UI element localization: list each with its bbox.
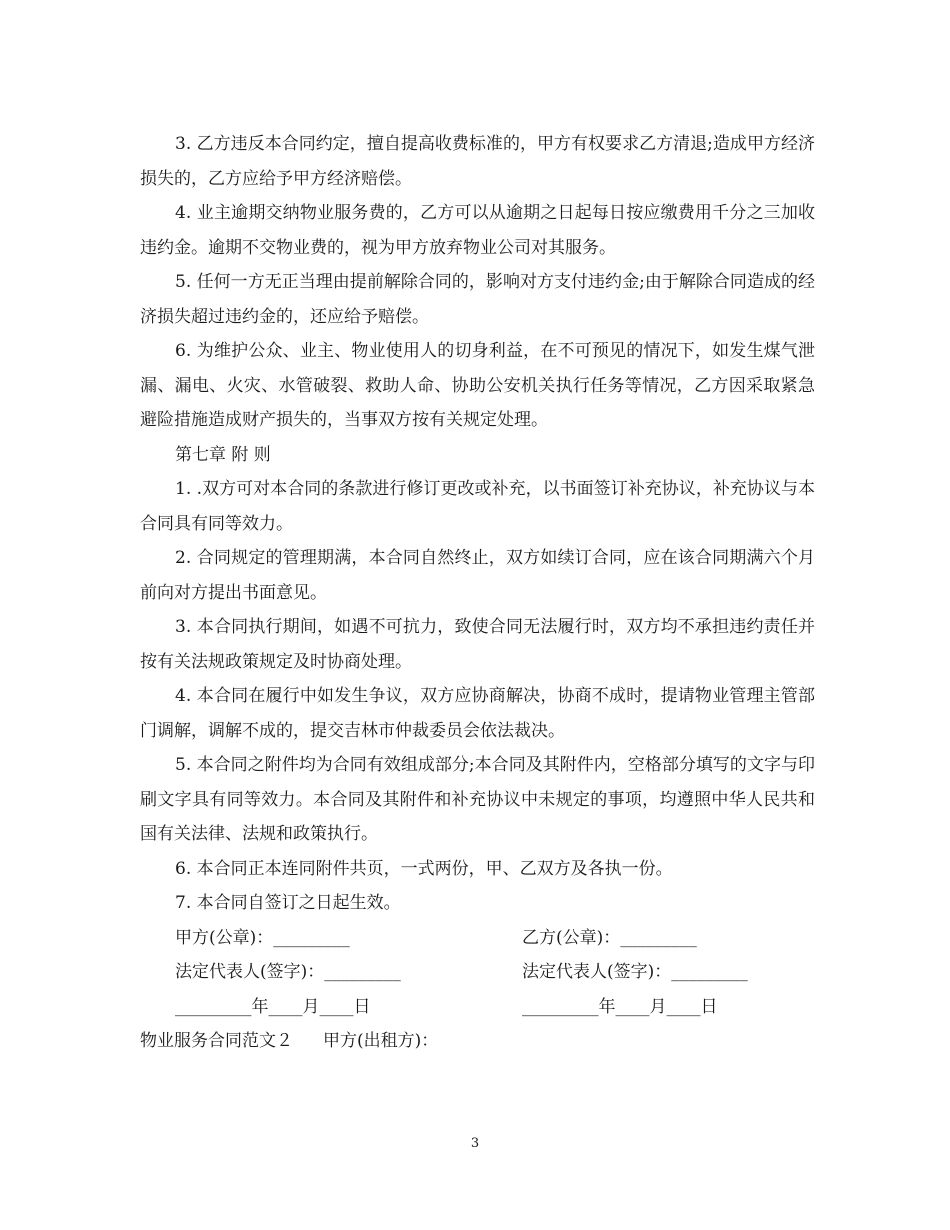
party-a-seal-field: 甲方(公章)：_________: [175, 927, 350, 948]
clause-6-emergency: 6. 为维护公众、业主、物业使用人的切身利益，在不可预见的情况下，如发生煤气泄漏、漏电、火灾、水管破裂、救助人命、协助公安机关执行任务等情况，乙方因采取紧急避险措施造成财产损失的，当事双方按有关规定处理。: [140, 341, 815, 430]
appendix-clause-6: 6. 本合同正本连同附件共页，一式两份，甲、乙双方及各执一份。: [175, 858, 673, 879]
clause-5-early-termination: 5. 任何一方无正当理由提前解除合同的，影响对方支付违约金;由于解除合同造成的经济损失超过违约金的，还应给予赔偿。: [140, 272, 815, 327]
next-contract-title: 物业服务合同范文２: [140, 1031, 293, 1051]
party-b-date-field: _________年____月____日: [522, 996, 718, 1017]
appendix-clause-4: 4. 本合同在履行中如发生争议，双方应协商解决，协商不成时，提请物业管理主管部门调解，调解不成的，提交吉林市仲裁委员会依法裁决。: [140, 686, 815, 741]
appendix-clause-2: 2. 合同规定的管理期满，本合同自然终止，双方如续订合同，应在该合同期满六个月前向对方提出书面意见。: [140, 548, 815, 603]
appendix-clause-3: 3. 本合同执行期间，如遇不可抗力，致使合同无法履行时，双方均不承担违约责任并按有关法规政策规定及时协商处理。: [140, 617, 815, 672]
party-a-rep-field: 法定代表人(签字)：_________: [175, 962, 401, 982]
signature-rep-row: [140, 955, 815, 990]
signature-seal-row: [140, 921, 815, 956]
clause-3-breach-fees: 3. 乙方违反本合同约定，擅自提高收费标准的，甲方有权要求乙方清退;造成甲方经济损失的，乙方应给予甲方经济赔偿。: [140, 134, 815, 189]
appendix-clause-5: 5. 本合同之附件均为合同有效组成部分;本合同及其附件内，空格部分填写的文字与印刷文字具有同等效力。本合同及其附件和补充协议中未规定的事项，均遵照中华人民共和国有关法律、法规和政策执行。: [140, 755, 815, 844]
signature-date-row: [140, 990, 815, 1025]
party-a-date-field: _________年____月____日: [175, 996, 371, 1017]
appendix-clause-1: 1. .双方可对本合同的条款进行修订更改或补充，以书面签订补充协议，补充协议与本合同具有同等效力。: [140, 479, 815, 534]
document-body: [140, 127, 815, 1059]
appendix-clause-7: 7. 本合同自签订之日起生效。: [175, 893, 401, 913]
page-number: 3: [470, 1136, 480, 1151]
party-b-seal-field: 乙方(公章)：_________: [522, 927, 697, 948]
chapter-heading: 第七章 附 则: [175, 444, 271, 465]
party-b-rep-field: 法定代表人(签字)：_________: [522, 962, 748, 982]
clause-4-late-payment: 4. 业主逾期交纳物业服务费的，乙方可以从逾期之日起每日按应缴费用千分之三加收违约金。逾期不交物业费的，视为甲方放弃物业公司对其服务。: [140, 203, 815, 258]
next-contract-line: [140, 1024, 815, 1059]
lessor-label: 甲方(出租方)：: [323, 1031, 439, 1051]
